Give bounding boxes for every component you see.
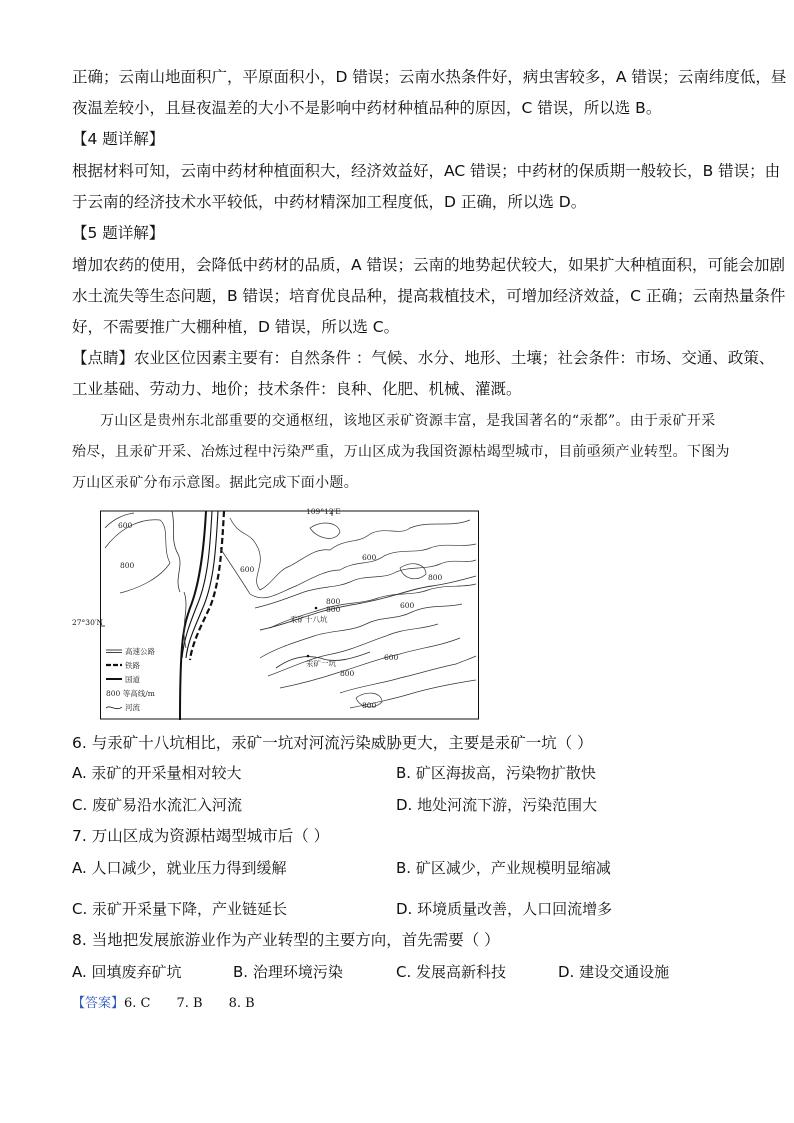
answer-7: 7. B [176, 996, 203, 1011]
q6-option-b: B. 矿区海拔高，污染物扩散快 [396, 764, 596, 782]
svg-text:国道: 国道 [125, 675, 140, 684]
q7-option-a: A. 人口减少，就业压力得到缓解 [72, 859, 287, 877]
contour-label: 800 [340, 669, 355, 678]
answer-line [72, 992, 255, 1011]
q6-option-a: A. 汞矿的开采量相对较大 [72, 764, 242, 782]
q8-option-b: B. 治理环境污染 [233, 963, 343, 981]
section-heading-5: 【5 题详解】 [72, 224, 165, 242]
mercury-mine-map [100, 508, 480, 720]
q8-option-a: A. 回填废弃矿坑 [72, 963, 182, 981]
tip-line: 工业基础、劳动力、地价；技术条件：良种、化肥、机械、灌溉。 [72, 380, 522, 398]
q7-option-b: B. 矿区减少，产业规模明显缩减 [396, 859, 611, 877]
svg-text:河流: 河流 [125, 703, 140, 712]
question-8-stem: 8. 当地把发展旅游业作为产业转型的主要方向，首先需要（ ） [72, 931, 500, 949]
contour-label: 800 [326, 597, 341, 606]
material-line: 万山区是贵州东北部重要的交通枢纽，该地区汞矿资源丰富，是我国著名的“汞都”。由于汞矿开采 [100, 413, 716, 429]
contour-label: 600 [362, 553, 377, 562]
q6-option-c: C. 废矿易沿水流汇入河流 [72, 796, 243, 814]
contour-label: 600 [384, 653, 399, 662]
paragraph-line: 增加农药的使用，会降低中药材的品质，A 错误；云南的地势起伏较大，如果扩大种植面积，可能会加剧 [72, 256, 786, 274]
mine-1-label: 汞矿一坑 [306, 659, 336, 668]
contour-label: 600 [400, 601, 415, 610]
longitude-label: 109°12′E [306, 508, 341, 516]
contour-label: 600 [118, 521, 133, 530]
q6-option-d: D. 地处河流下游，污染范围大 [396, 796, 598, 814]
answer-6: 6. C [124, 996, 151, 1011]
paragraph-line: 好，不需要推广大棚种植，D 错误，所以选 C。 [72, 318, 400, 336]
material-line: 万山区汞矿分布示意图。据此完成下面小题。 [72, 475, 358, 491]
q7-option-d: D. 环境质量改善，人口回流增多 [396, 900, 613, 918]
contour-label: 800 [326, 605, 341, 614]
svg-text:铁路: 铁路 [125, 661, 140, 670]
paragraph-line: 根据材料可知，云南中药材种植面积大，经济效益好，AC 错误；中药材的保质期一般较长，B 错误；由 [72, 162, 781, 180]
question-7-stem: 7. 万山区成为资源枯竭型城市后（ ） [72, 827, 330, 845]
contour-label: 600 [240, 565, 255, 574]
q8-option-c: C. 发展高新科技 [396, 963, 507, 981]
map-legend [102, 641, 172, 718]
tip-line: 【点睛】农业区位因素主要有：自然条件 ：气候、水分、地形、土壤；社会条件：市场、交通、政策、 [72, 349, 775, 367]
contour-label: 800 [428, 573, 443, 582]
paragraph-line: 于云南的经济技术水平较低，中药材精深加工程度低，D 正确，所以选 D。 [72, 193, 587, 211]
section-heading-4: 【4 题详解】 [72, 130, 165, 148]
mine-18-label: 汞矿十八坑 [290, 615, 328, 624]
q8-option-d: D. 建设交通设施 [558, 963, 670, 981]
answer-label: 【答案】 [72, 996, 125, 1011]
contour-label: 800 [120, 561, 135, 570]
svg-text:高速公路: 高速公路 [125, 647, 155, 656]
q7-option-c: C. 汞矿开采量下降，产业链延长 [72, 900, 288, 918]
paragraph-line: 夜温差较小，且昼夜温差的大小不是影响中药材种植品种的原因，C 错误，所以选 B。 [72, 99, 662, 117]
paragraph-line: 水土流失等生态问题，B 错误；培育优良品种，提高栽植技术，可增加经济效益，C 正确；云南热量条件 [72, 287, 786, 305]
paragraph-line: 正确；云南山地面积广，平原面积小，D 错误；云南水热条件好，病虫害较多，A 错误；云南纬度低，昼 [72, 68, 787, 86]
svg-text:800 等高线/m: 800 等高线/m [106, 689, 155, 698]
latitude-label: 27°30′N [72, 618, 104, 627]
question-6-stem: 6. 与汞矿十八坑相比，汞矿一坑对河流污染威胁更大，主要是汞矿一坑（ ） [72, 734, 593, 752]
contour-label: 800 [362, 701, 377, 710]
material-line: 殆尽，且汞矿开采、冶炼过程中污染严重，万山区成为我国资源枯竭型城市，目前亟须产业转型。下图为 [72, 444, 730, 460]
answer-8: 8. B [228, 996, 255, 1011]
